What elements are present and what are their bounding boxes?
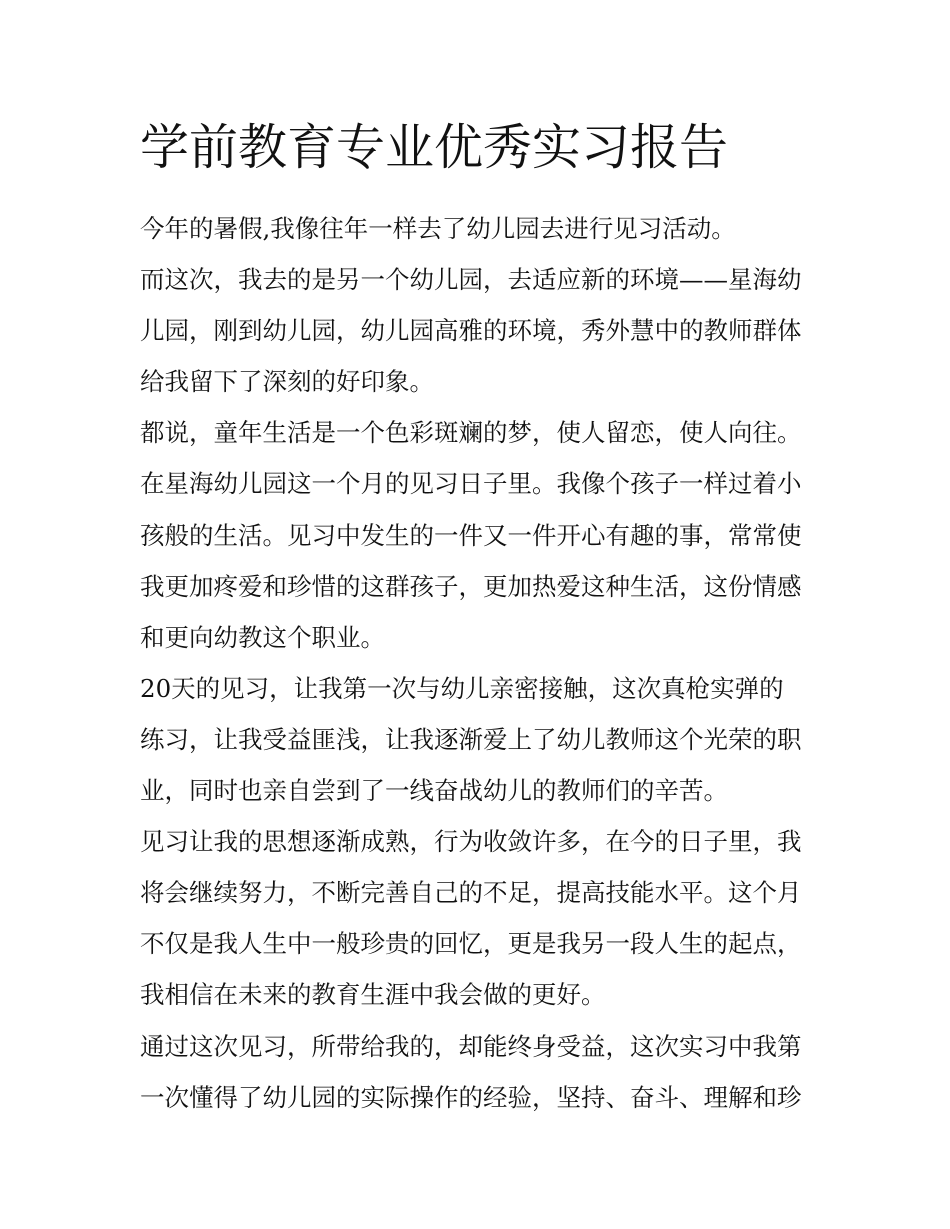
paragraph-line: 孩般的生活。见习中发生的一件又一件开心有趣的事，常常使 xyxy=(140,520,802,550)
paragraph-line: 而这次，我去的是另一个幼儿园，去适应新的环境——星海幼 xyxy=(140,265,802,295)
paragraph-line: 见习让我的思想逐渐成熟，行为收敛许多，在今的日子里，我 xyxy=(140,827,802,857)
paragraph-line: 今年的暑假,我像往年一样去了幼儿园去进行见习活动。 xyxy=(140,214,736,243)
paragraph-line: 给我留下了深刻的好印象。 xyxy=(140,367,434,397)
paragraph xyxy=(140,407,820,662)
paragraph-line: 都说，童年生活是一个色彩斑斓的梦，使人留恋，使人向往。 xyxy=(140,418,802,448)
paragraph-line: 练习，让我受益匪浅，让我逐渐爱上了幼儿教师这个光荣的职 xyxy=(140,724,802,754)
paragraph xyxy=(140,816,820,1020)
paragraph-line: 通过这次见习，所带给我的，却能终身受益，这次实习中我第 xyxy=(140,1031,802,1061)
paragraph-line: 一次懂得了幼儿园的实际操作的经验，坚持、奋斗、理解和珍 xyxy=(140,1082,802,1112)
paragraph-line: 将会继续努力，不断完善自己的不足，提高技能水平。这个月 xyxy=(140,878,802,908)
document-body xyxy=(140,203,820,1123)
document-title: 学前教育专业优秀实习报告 xyxy=(140,119,729,176)
paragraph-line: 业，同时也亲自尝到了一线奋战幼儿的教师们的辛苦。 xyxy=(140,776,728,806)
paragraph xyxy=(140,254,820,407)
paragraph-line: 在星海幼儿园这一个月的见习日子里。我像个孩子一样过着小 xyxy=(140,469,802,499)
paragraph-line: 20天的见习，让我第一次与幼儿亲密接触，这次真枪实弹的 xyxy=(140,673,784,703)
paragraph-line: 我更加疼爱和珍惜的这群孩子，更加热爱这种生活，这份情感 xyxy=(140,571,802,601)
paragraph-line: 我相信在未来的教育生涯中我会做的更好。 xyxy=(140,980,606,1010)
paragraph xyxy=(140,1021,820,1123)
paragraph-line: 不仅是我人生中一般珍贵的回忆，更是我另一段人生的起点， xyxy=(140,929,802,959)
paragraph xyxy=(140,203,820,254)
paragraph xyxy=(140,663,820,816)
paragraph-line: 儿园，刚到幼儿园，幼儿园高雅的环境，秀外慧中的教师群体 xyxy=(140,316,802,346)
paragraph-line: 和更向幼教这个职业。 xyxy=(140,622,385,652)
